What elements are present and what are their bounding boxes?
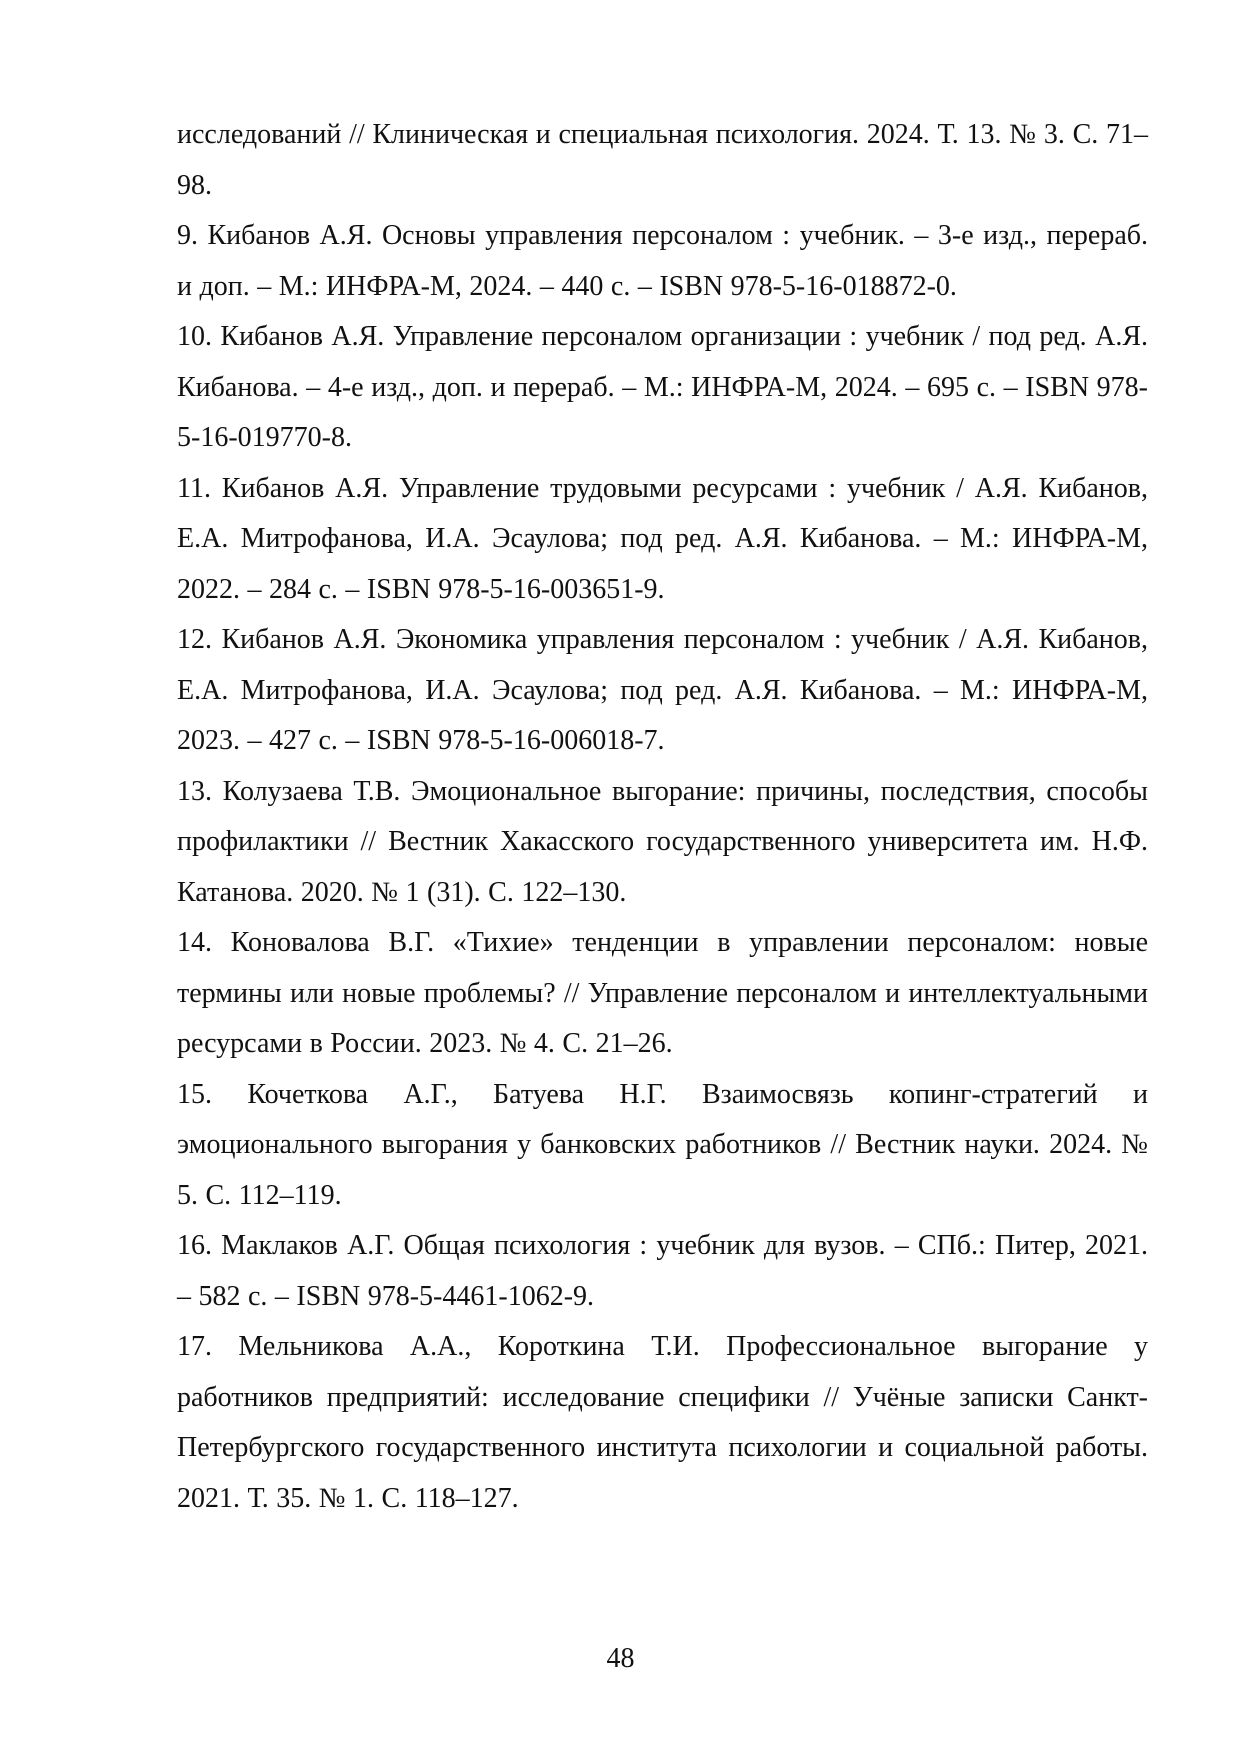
page-number: 48 bbox=[606, 1643, 635, 1674]
reference-entry-17: 17. Мельникова А.А., Короткина Т.И. Профессиональное выгорание у работников предприятий: исследование специфики // Учёные записки Санкт-Петербургского государственного института психологии и социальной работы. 2021. Т. 35. № 1. С. 118–127. bbox=[177, 1331, 1148, 1514]
reference-entry-16: 16. Маклаков А.Г. Общая психология : учебник для вузов. – СПб.: Питер, 2021. – 582 с. – ISBN 978-5-4461-1062-9. bbox=[177, 1230, 1148, 1312]
reference-entry-continuation: исследований // Клиническая и специальная психология. 2024. Т. 13. № 3. С. 71–98. bbox=[177, 119, 1148, 201]
reference-list bbox=[177, 110, 1148, 1524]
reference-entry-14: 14. Коновалова В.Г. «Тихие» тенденции в управлении персоналом: новые термины или новые проблемы? // Управление персоналом и интеллектуальными ресурсами в России. 2023. № 4. С. 21–26. bbox=[177, 927, 1148, 1059]
reference-entry-9: 9. Кибанов А.Я. Основы управления персоналом : учебник. – 3-е изд., перераб. и доп. – М.: ИНФРА-М, 2024. – 440 с. – ISBN 978-5-16-018872-0. bbox=[177, 220, 1148, 302]
reference-entry-13: 13. Колузаева Т.В. Эмоциональное выгорание: причины, последствия, способы профилактики // Вестник Хакасского государственного университета им. Н.Ф. Катанова. 2020. № 1 (31). С. 122–130. bbox=[177, 775, 1148, 908]
reference-entry-11: 11. Кибанов А.Я. Управление трудовыми ресурсами : учебник / А.Я. Кибанов, Е.А. Митрофанова, И.А. Эсаулова; под ред. А.Я. Кибанова. – М.: ИНФРА-М, 2022. – 284 с. – ISBN 978-5-16-003651-9. bbox=[177, 472, 1148, 605]
reference-entry-15: 15. Кочеткова А.Г., Батуева Н.Г. Взаимосвязь копинг-стратегий и эмоционального выгорания у банковских работников // Вестник науки. 2024. № 5. С. 112–119. bbox=[177, 1078, 1148, 1211]
reference-entry-10: 10. Кибанов А.Я. Управление персоналом организации : учебник / под ред. А.Я. Кибанова. – 4-е изд., доп. и перераб. – М.: ИНФРА-М, 2024. – 695 с. – ISBN 978-5-16-019770-8. bbox=[177, 321, 1148, 453]
reference-entry-12: 12. Кибанов А.Я. Экономика управления персоналом : учебник / А.Я. Кибанов, Е.А. Митрофанова, И.А. Эсаулова; под ред. А.Я. Кибанова. – М.: ИНФРА-М, 2023. – 427 с. – ISBN 978-5-16-006018-7. bbox=[177, 624, 1148, 756]
